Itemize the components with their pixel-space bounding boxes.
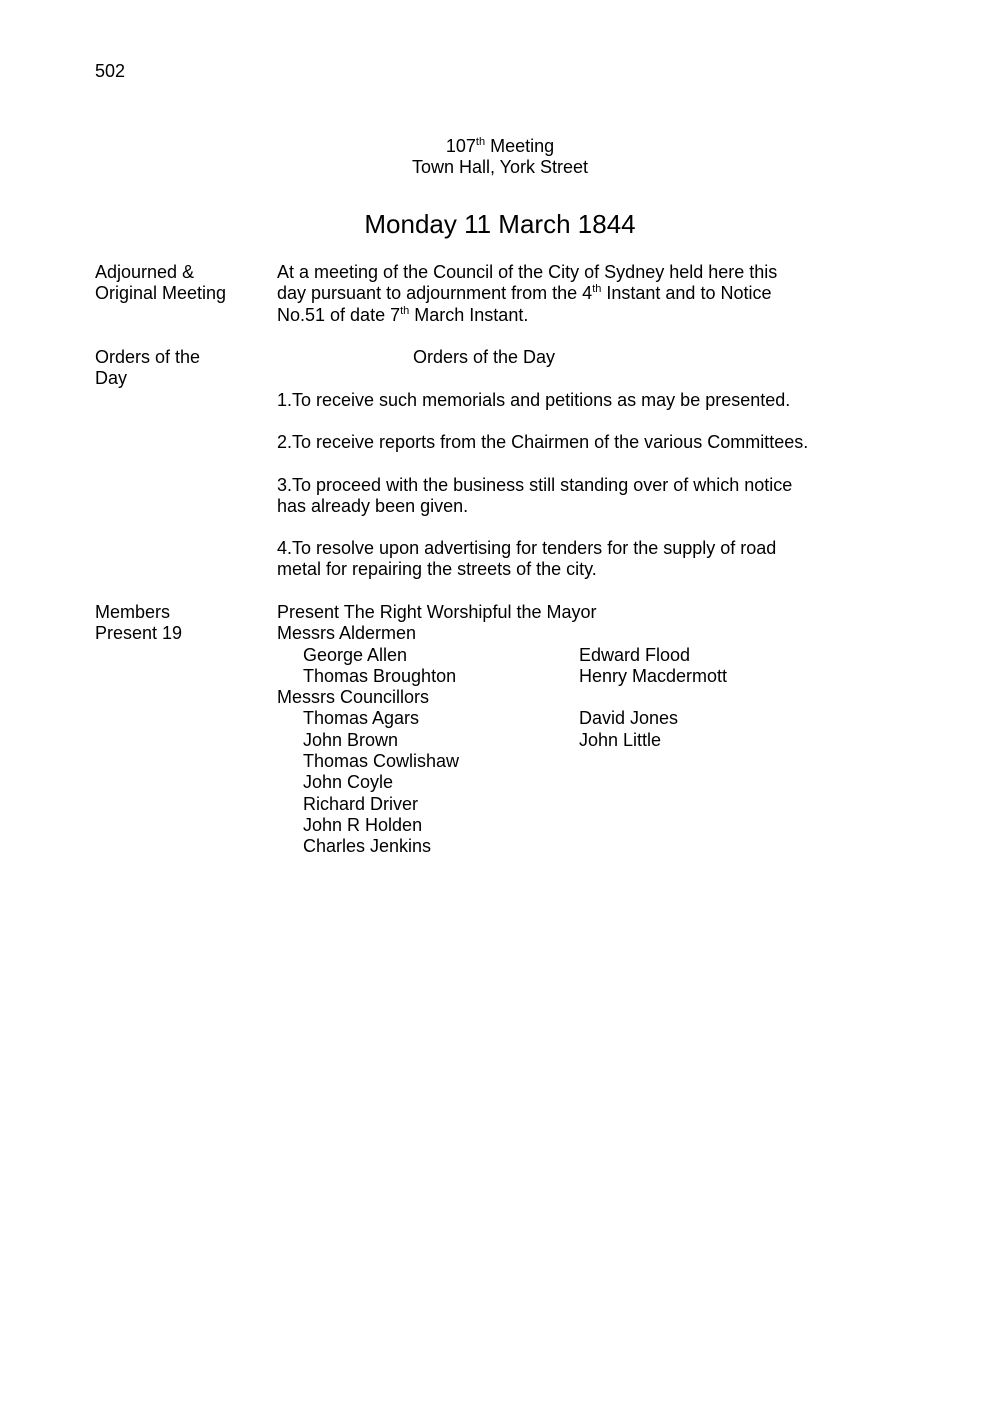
page-number: 502 [95, 61, 126, 81]
member-name: Thomas Cowlishaw [303, 751, 460, 772]
member-name: Thomas Broughton [303, 665, 457, 686]
margin-note-line: Original Meeting [95, 283, 227, 304]
member-name: Charles Jenkins [303, 836, 432, 857]
margin-note-line: Orders of the [95, 347, 201, 367]
margin-note-members [95, 602, 265, 645]
member-row [277, 836, 877, 857]
orders-heading: Orders of the Day [413, 347, 556, 367]
member-row [277, 645, 877, 666]
meeting-number-line: 107th Meeting [445, 136, 555, 156]
order-item-3 [277, 475, 837, 518]
member-name: Edward Flood [579, 644, 691, 665]
meeting-header [0, 136, 1000, 179]
member-row [277, 772, 877, 793]
member-name: John Little [579, 729, 662, 750]
members-list [277, 602, 877, 858]
member-name: John Coyle [303, 772, 394, 793]
order-item-1 [277, 390, 837, 411]
paragraph-line: day pursuant to adjournment from the 4th Instant and to Notice [277, 283, 772, 304]
member-row [277, 708, 877, 729]
paragraph-line: No.51 of date 7th March Instant. [277, 304, 529, 325]
margin-note-line: Adjourned & [95, 262, 195, 282]
order-item-line: 1.To receive such memorials and petitions as may be presented. [277, 390, 791, 410]
member-name: John Brown [303, 729, 399, 750]
order-item-line: 2.To receive reports from the Chairmen of the various Committees. [277, 432, 809, 452]
order-item-line: 3.To proceed with the business still standing over of which notice [277, 475, 793, 495]
page-title: Monday 11 March 1844 [364, 209, 636, 239]
member-name: Richard Driver [303, 793, 419, 814]
order-item-line: metal for repairing the streets of the city. [277, 559, 597, 580]
member-row [277, 730, 877, 751]
order-item-line: has already been given. [277, 496, 469, 517]
margin-note-line: Present 19 [95, 623, 183, 644]
margin-note-orders [95, 347, 265, 390]
order-item-4 [277, 538, 837, 581]
adjourned-paragraph [277, 262, 837, 326]
member-name: Henry Macdermott [579, 665, 728, 686]
margin-note-adjourned [95, 262, 265, 305]
meeting-location: Town Hall, York Street [411, 157, 589, 178]
member-row [277, 666, 877, 687]
member-row [277, 751, 877, 772]
paragraph-line: At a meeting of the Council of the City of Sydney held here this [277, 262, 778, 282]
order-item-line: 4.To resolve upon advertising for tenders for the supply of road [277, 538, 777, 558]
member-row [277, 815, 877, 836]
margin-note-line: Day [95, 368, 128, 389]
member-name: David Jones [579, 708, 679, 729]
present-line: Present The Right Worshipful the Mayor [277, 602, 597, 622]
member-name: George Allen [303, 644, 408, 665]
member-row [277, 794, 877, 815]
order-item-2 [277, 432, 837, 453]
aldermen-heading: Messrs Aldermen [277, 623, 417, 644]
margin-note-line: Members [95, 602, 171, 622]
member-name: John R Holden [303, 814, 423, 835]
member-name: Thomas Agars [303, 708, 420, 729]
councillors-heading: Messrs Councillors [277, 687, 430, 708]
